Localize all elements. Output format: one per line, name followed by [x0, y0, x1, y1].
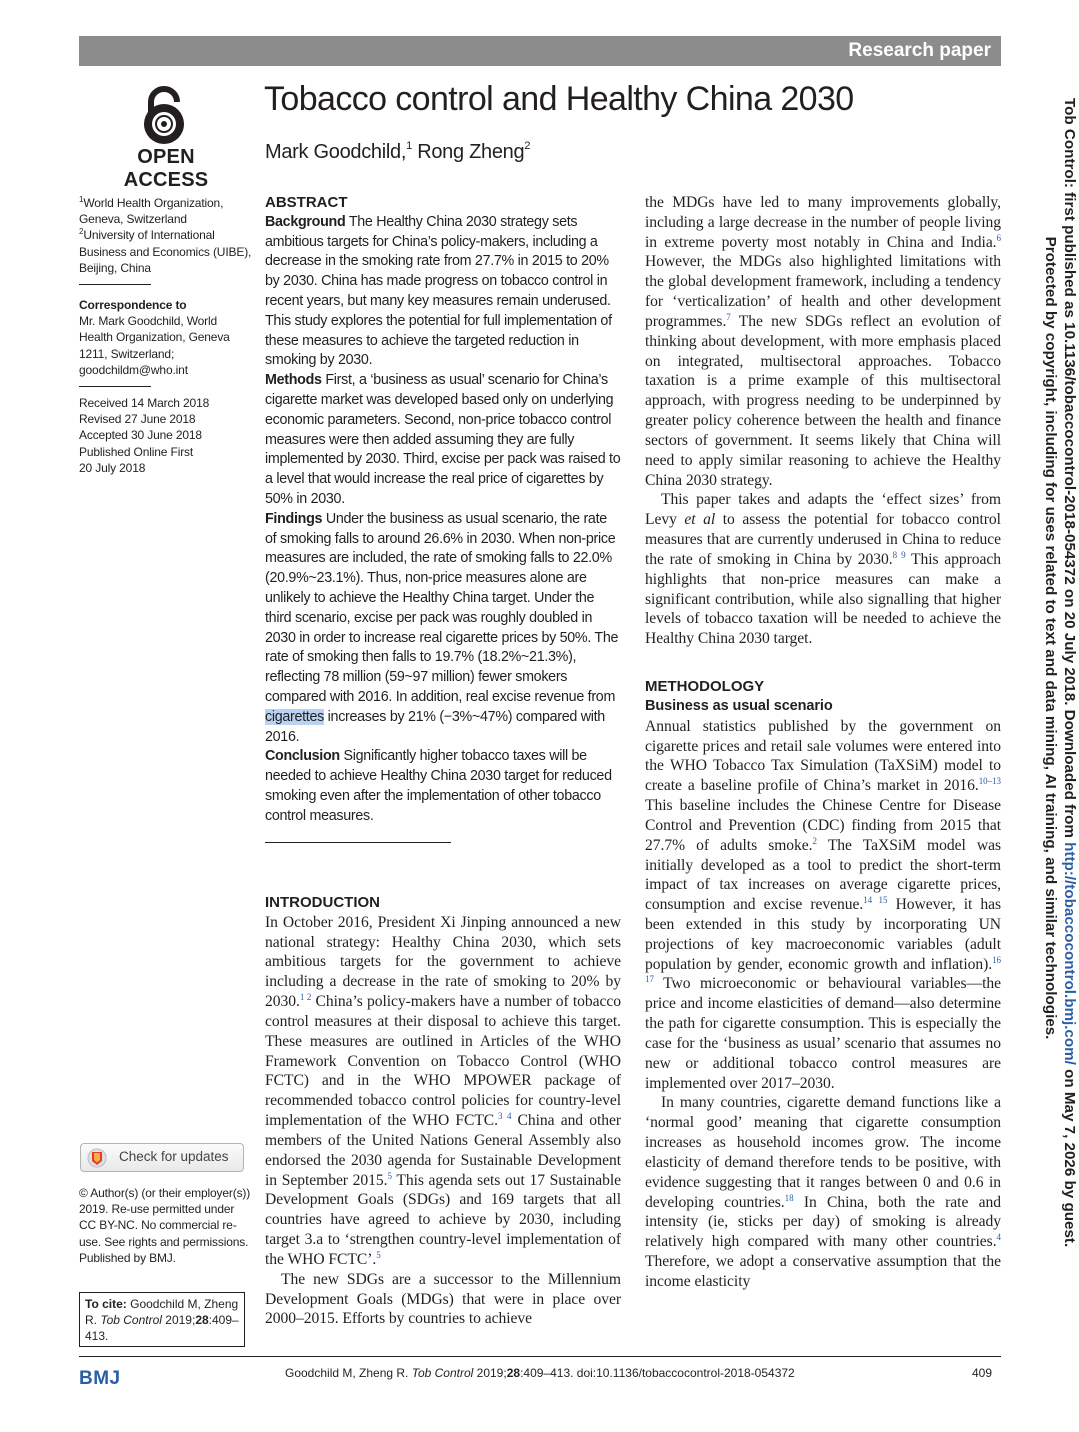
divider — [79, 386, 151, 387]
paragraph: This paper takes and adapts the ‘effect sizes’ from Levy et al to assess the potential for tobacco control measures that are currently underused in China to reduce the rate of smoking in China by 2030.$^{8 9}$ This approach highlights that non-price measures can make a significant contribution, while also signalling that higher levels of tobacco taxation will be needed to achieve the Healthy China 2030 target. — [645, 491, 1002, 648]
copyright-notice-vertical — [1029, 98, 1079, 1248]
paragraph: In October 2016, President Xi Jinping announced a new national strategy: Healthy China 2030, which sets ambitious targets for the government to achieve including a decrease in the rate of smoking to 20% by 2030.$^{1 2}$ China’s policy-makers have a number of tobacco control measures at their disposal to achieve this target. These measures are outlined in Articles of the WHO Framework Convention on Tobacco Control (WHO FCTC) and in the WHO MPOWER package of recommended tobacco control policies for country-level implementation of the WHO FCTC.$^{3 4}$ China and other members of the United Nations General Assembly also endorsed the 2030 agenda for Sustainable Development in September 2015.$^5$ This agenda sets out 17 Sustainable Development Goals (SDGs) and 169 targets that all countries have agreed to achieve by 2030, including target 3.a to ‘strengthen country-level implementation of the WHO FCTC’.$^5$ — [265, 913, 621, 1268]
to-cite-box: To cite: Goodchild M, Zheng R. Tob Control 2019;28:409–413. — [79, 1292, 245, 1347]
introduction-column — [265, 893, 621, 1329]
correspondence — [79, 297, 254, 378]
abstract — [265, 193, 621, 827]
reference-link[interactable]: 4 — [996, 1232, 1001, 1243]
article-dates: Received 14 March 2018 Revised 27 June 2018 Accepted 30 June 2018 Published Online First 20 July 2018 — [79, 396, 210, 475]
article-title: Tobacco control and Healthy China 2030 — [264, 80, 854, 118]
abstract-methods: Methods First, a ‘business as usual’ scenario for China’s cigarette market was developed based only on underlying economic parameters. Second, non-price tobacco control measures were then added assuming they are fully implemented by 2030. Third, excise per pack was raised to a level that would increase the real price of cigarettes by 50% in 2030. — [265, 372, 621, 507]
reference-link[interactable]: 3 4 — [498, 1111, 512, 1122]
introduction-heading: INTRODUCTION — [265, 894, 380, 911]
reference-link[interactable]: 16 17 — [645, 954, 1001, 985]
author-affiliation-ref: 1 — [406, 140, 412, 152]
author-name[interactable]: Rong Zheng — [417, 141, 525, 163]
reference-link[interactable]: 5 — [376, 1249, 381, 1260]
reference-link[interactable]: 10–13 — [978, 776, 1001, 787]
crossmark-icon — [87, 1148, 107, 1168]
abstract-background: Background The Healthy China 2030 strategy sets ambitious targets for China’s policy-makers, including a decrease in the smoking rate from 27.7% in 2015 to 20% by 2030. China has made progress on tobacco control in recent years, but many key measures remain underused. This study explores the potential for full implementation of these measures to achieve the targeted reduction in smoking by 2030. — [265, 213, 612, 369]
business-as-usual-heading: Business as usual scenario — [645, 697, 833, 714]
reference-link[interactable]: 5 — [387, 1170, 392, 1181]
affiliation: $^1$World Health Organization, Geneva, Switzerland — [79, 195, 224, 227]
check-for-updates-label: Check for updates — [119, 1149, 229, 1164]
reference-link[interactable]: 7 — [726, 311, 731, 322]
open-access-lock-icon — [137, 84, 191, 146]
license-text: © Author(s) (or their employer(s)) 2019. Re-use permitted under CC BY-NC. No commercial re-use. See rights and permissions. Published by BMJ. — [79, 1186, 251, 1265]
sidebar-info — [79, 195, 254, 476]
methodology-heading: METHODOLOGY — [645, 678, 765, 696]
abstract-heading: ABSTRACT — [265, 194, 348, 211]
author-name[interactable]: Mark Goodchild, — [265, 141, 407, 163]
divider — [79, 284, 151, 285]
section-banner: Research paper — [79, 36, 1001, 66]
paragraph: The new SDGs are a successor to the Millennium Development Goals (MDGs) that were in place over 2000–2015. Efforts by countries to achieve — [265, 1270, 621, 1328]
reference-link[interactable]: 2 — [812, 835, 817, 846]
author-affiliation-ref: 2 — [524, 140, 531, 152]
abstract-findings: Findings Under the business as usual scenario, the rate of smoking falls to around 26.6% in 2030. When non-price measures are included, the rate of smoking falls to 22.0% (20.9%~23.1%). Thus, non-price measures alone are unlikely to achieve the Healthy China target. Under the third scenario, excise per pack was roughly doubled in 2030 in order to increase real cigarette prices by 50%. The rate of smoking then falls to 19.7% (18.2%~21.3%), reflecting 78 million (59~97 million) fewer smokers compared with 2016. In addition, real excise revenue from cigarettes increases by 21% (−3%~47%) compared with 2016. — [265, 510, 619, 745]
bmj-logo: BMJ — [79, 1368, 121, 1389]
check-for-updates-button[interactable] — [80, 1143, 244, 1172]
notice-line-2: Protected by copyright, including for uses related to text and data mining, AI training, and similar technologies. — [1042, 236, 1059, 1040]
paragraph: the MDGs have led to many improvements globally, including a large decrease in the number of people living in extreme poverty most notably in China and India.$^6$ However, the MDGs also highlighted limitations with the global development framework, including a tendency for ‘verticalization’ of health and other development programmes.$^7$ The new SDGs reflect an evolution of thinking about development, with more emphasis placed on integrated, multisectoral approaches. Tobacco taxation is a prime example of this multisectoral approach, with progress needing to be underpinned by greater policy coherence between the health and finance sectors of government. It seems likely that China will need to apply similar reasoning to achieve the Healthy China 2030 strategy. — [645, 194, 1001, 489]
paragraph: Annual statistics published by the government on cigarette prices and retail sale volumes were entered into the WHO Tobacco Tax Simulation (TaXSiM) model to create a baseline profile of China’s market in 2016.$^{10-13}$ This baseline includes the Chinese Centre for Disease Control and Prevention (CDC) finding from 2015 that 27.7% of adults smoke.$^2$ The TaXSiM model was initially developed as a tool to predict the short-term impact of tax increases on average cigarette prices, consumption and excise revenue.$^{14 15}$ However, it has been extended in this study by incorporating UN projections of key macroeconomic variables (adult population by gender, economic growth and inflation).$^{16 17}$ Two microeconomic or behavioural variables—the price and income elasticities of demand—also determine the path for cigarette consumption. This is especially the case for the ‘business as usual’ scenario that assumes no new or additional tobacco control measures are implemented over 2017–2030. — [645, 717, 1001, 1092]
footer-citation: Goodchild M, Zheng R. Tob Control 2019;28:409–413. doi:10.1136/tobaccocontrol-2018-054372 — [285, 1366, 795, 1380]
affiliation: $^2$University of International Business and Economics (UIBE), Beijing, China — [79, 227, 252, 275]
footer-divider — [79, 1356, 1001, 1357]
reference-link[interactable]: 6 — [996, 232, 1001, 243]
author-list — [265, 140, 665, 164]
right-column — [645, 193, 1001, 1292]
divider — [265, 842, 451, 843]
paragraph: In many countries, cigarette demand functions like a ‘normal good’ meaning that cigarette consumption increases as household incomes grow. The income elasticity of demand therefore tends to be positive, with evidence suggesting that it ranges between 0 and 0.6 in developing countries.$^{18}$ In China, both the rate and intensity (ie, sticks per day) of smoking is already relatively high compared with many other countries.$^4$ Therefore, we adopt a conservative assumption that the income elasticity — [645, 1094, 1001, 1290]
correspondence-heading: Correspondence to — [79, 298, 187, 313]
journal-link[interactable]: http://tobaccocontrol.bmj.com/ — [1061, 842, 1078, 1065]
page-number: 409 — [972, 1366, 993, 1380]
correspondence-text: Mr. Mark Goodchild, World Health Organization, Geneva 1211, Switzerland; goodchildm@who.int — [79, 314, 230, 377]
reference-link[interactable]: 18 — [784, 1192, 794, 1203]
notice-line-1: Tob Control: first published as 10.1136/tobaccocontrol-2018-054372 on 20 July 2018. Downloaded from http://tobaccocontrol.bmj.com/ on May 7, 2026 by guest. — [1061, 98, 1078, 1248]
reference-link[interactable]: 14 15 — [863, 895, 888, 906]
reference-link[interactable]: 8 9 — [892, 549, 906, 560]
abstract-conclusion: Conclusion Significantly higher tobacco taxes will be needed to achieve Healthy China 2030 target for reduced smoking even after the implementation of other tobacco control measures. — [265, 748, 612, 824]
reference-link[interactable]: 1 2 — [299, 992, 312, 1003]
open-access-label: OPEN ACCESS — [123, 146, 209, 191]
selected-text[interactable]: cigarettes — [265, 708, 324, 725]
